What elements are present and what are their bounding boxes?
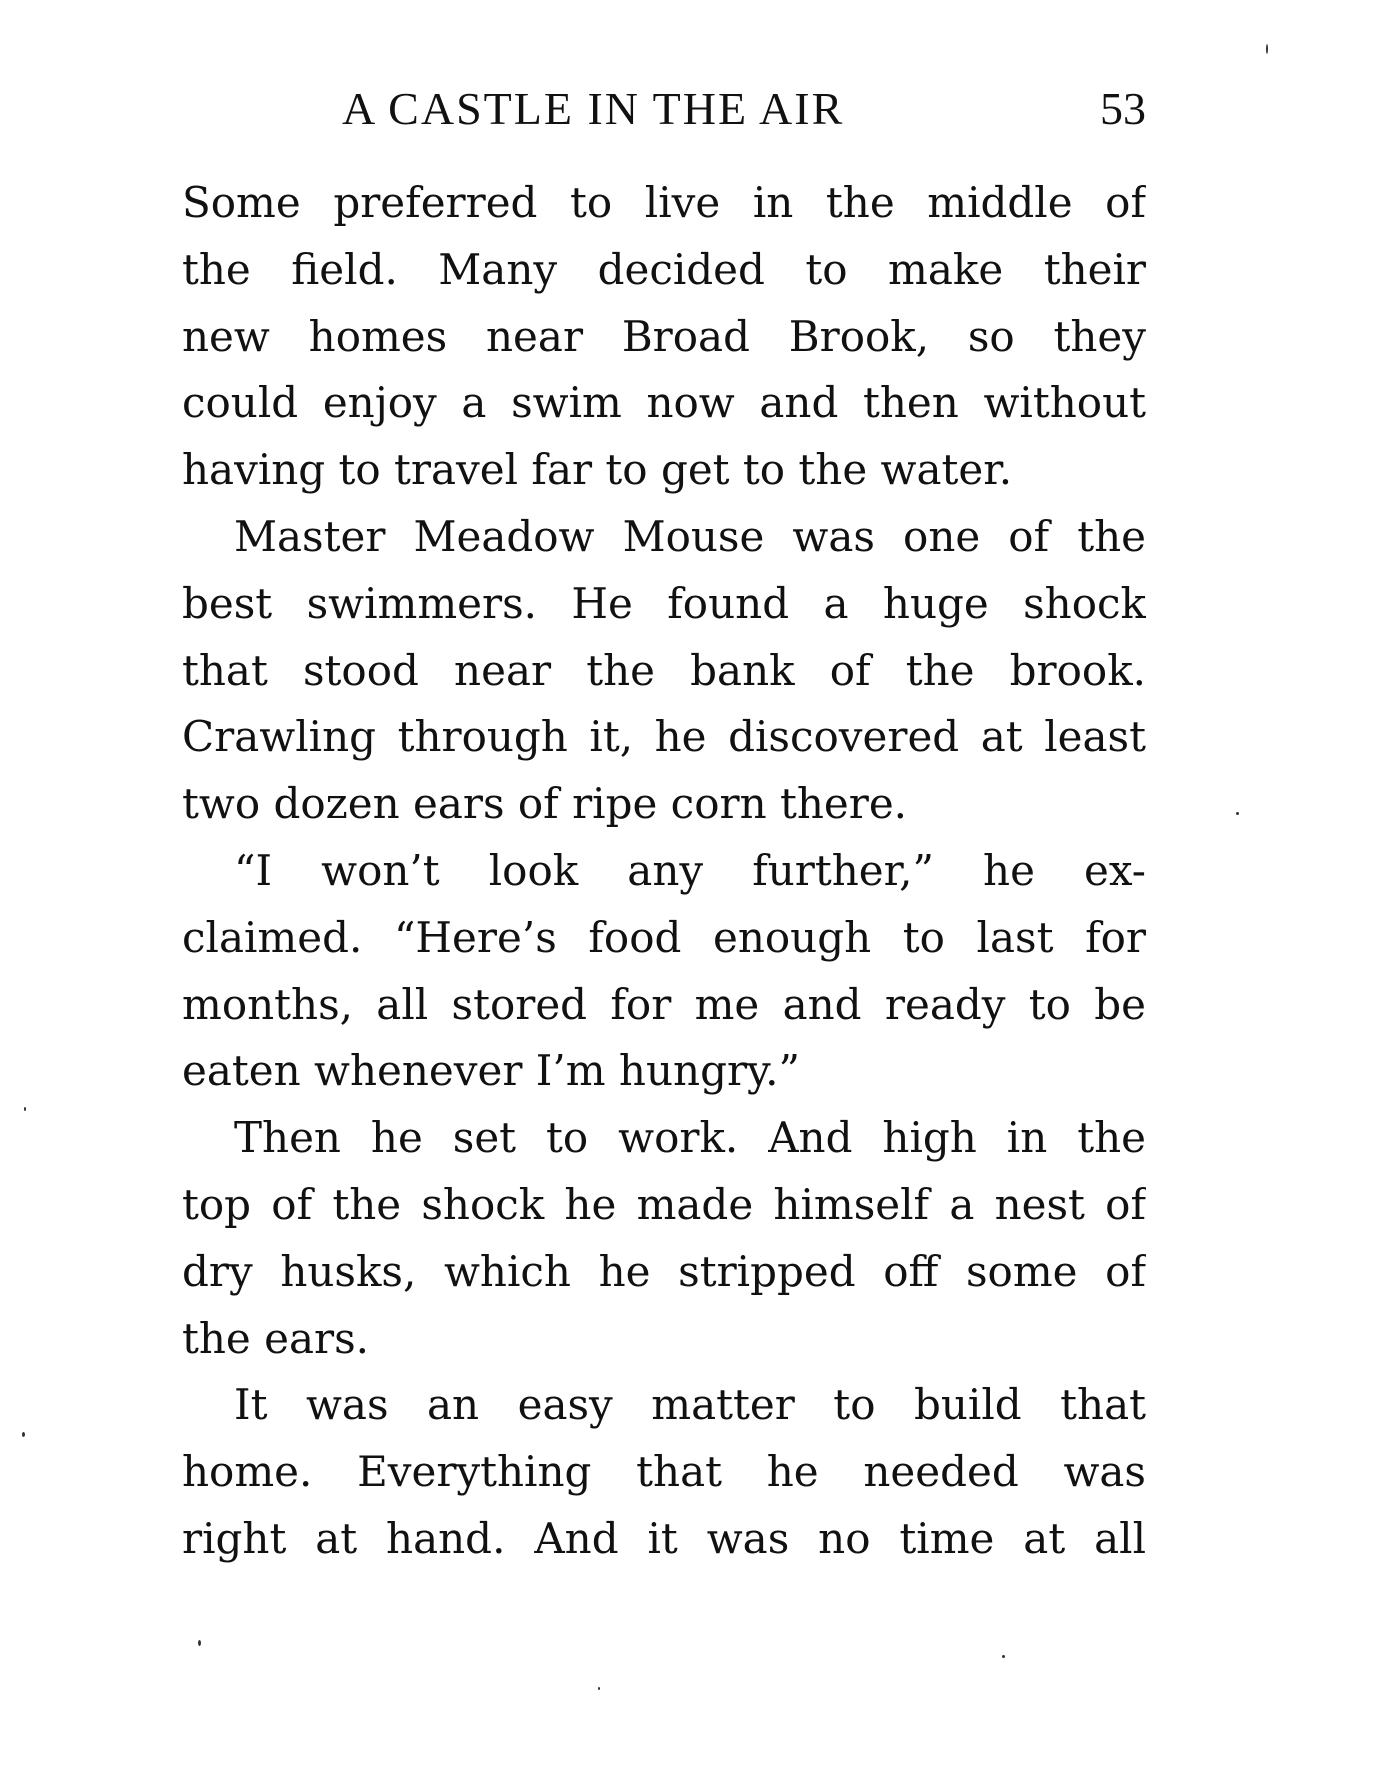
text-line: right at hand. And it was no time at all	[182, 1513, 1146, 1563]
scan-speck	[22, 1432, 25, 1437]
body-text	[182, 170, 1146, 1573]
text-line: new homes near Broad Brook, so they	[182, 311, 1146, 361]
scan-speck	[1236, 812, 1239, 815]
text-line: the field. Many decided to make their	[182, 244, 1146, 294]
text-line: eaten whenever I’m hungry.”	[182, 1046, 801, 1096]
text-line: claimed. “Here’s food enough to last for	[182, 912, 1146, 962]
text-line: home. Everything that he needed was	[182, 1447, 1146, 1497]
text-line: having to travel far to get to the water.	[182, 445, 1013, 495]
text-line: Master Meadow Mouse was one of the	[234, 511, 1146, 561]
text-line: two dozen ears of ripe corn there.	[182, 779, 908, 829]
text-line: that stood near the bank of the brook.	[182, 645, 1146, 695]
scan-speck	[24, 1107, 26, 1111]
page-header	[182, 82, 1146, 142]
text-line: Crawling through it, he discovered at least	[182, 712, 1146, 762]
scan-speck	[598, 1687, 600, 1690]
text-line: best swimmers. He found a huge shock	[182, 578, 1146, 628]
page-number: 53	[1100, 83, 1146, 134]
running-head: A CASTLE IN THE AIR	[342, 83, 845, 134]
text-line: the ears.	[182, 1313, 370, 1363]
scan-speck	[198, 1640, 201, 1646]
scan-speck	[1266, 44, 1268, 54]
scan-speck	[1002, 1655, 1005, 1658]
text-line: dry husks, which he stripped off some of	[182, 1246, 1146, 1296]
text-line: “I won’t look any further,” he ex-	[234, 845, 1146, 895]
text-line: It was an easy matter to build that	[234, 1380, 1146, 1430]
text-line: Some preferred to live in the middle of	[182, 178, 1146, 227]
text-line: months, all stored for me and ready to be	[182, 979, 1146, 1029]
text-line: Then he set to work. And high in the	[234, 1113, 1146, 1163]
text-line: top of the shock he made himself a nest of	[182, 1179, 1146, 1229]
text-line: could enjoy a swim now and then without	[182, 378, 1146, 428]
